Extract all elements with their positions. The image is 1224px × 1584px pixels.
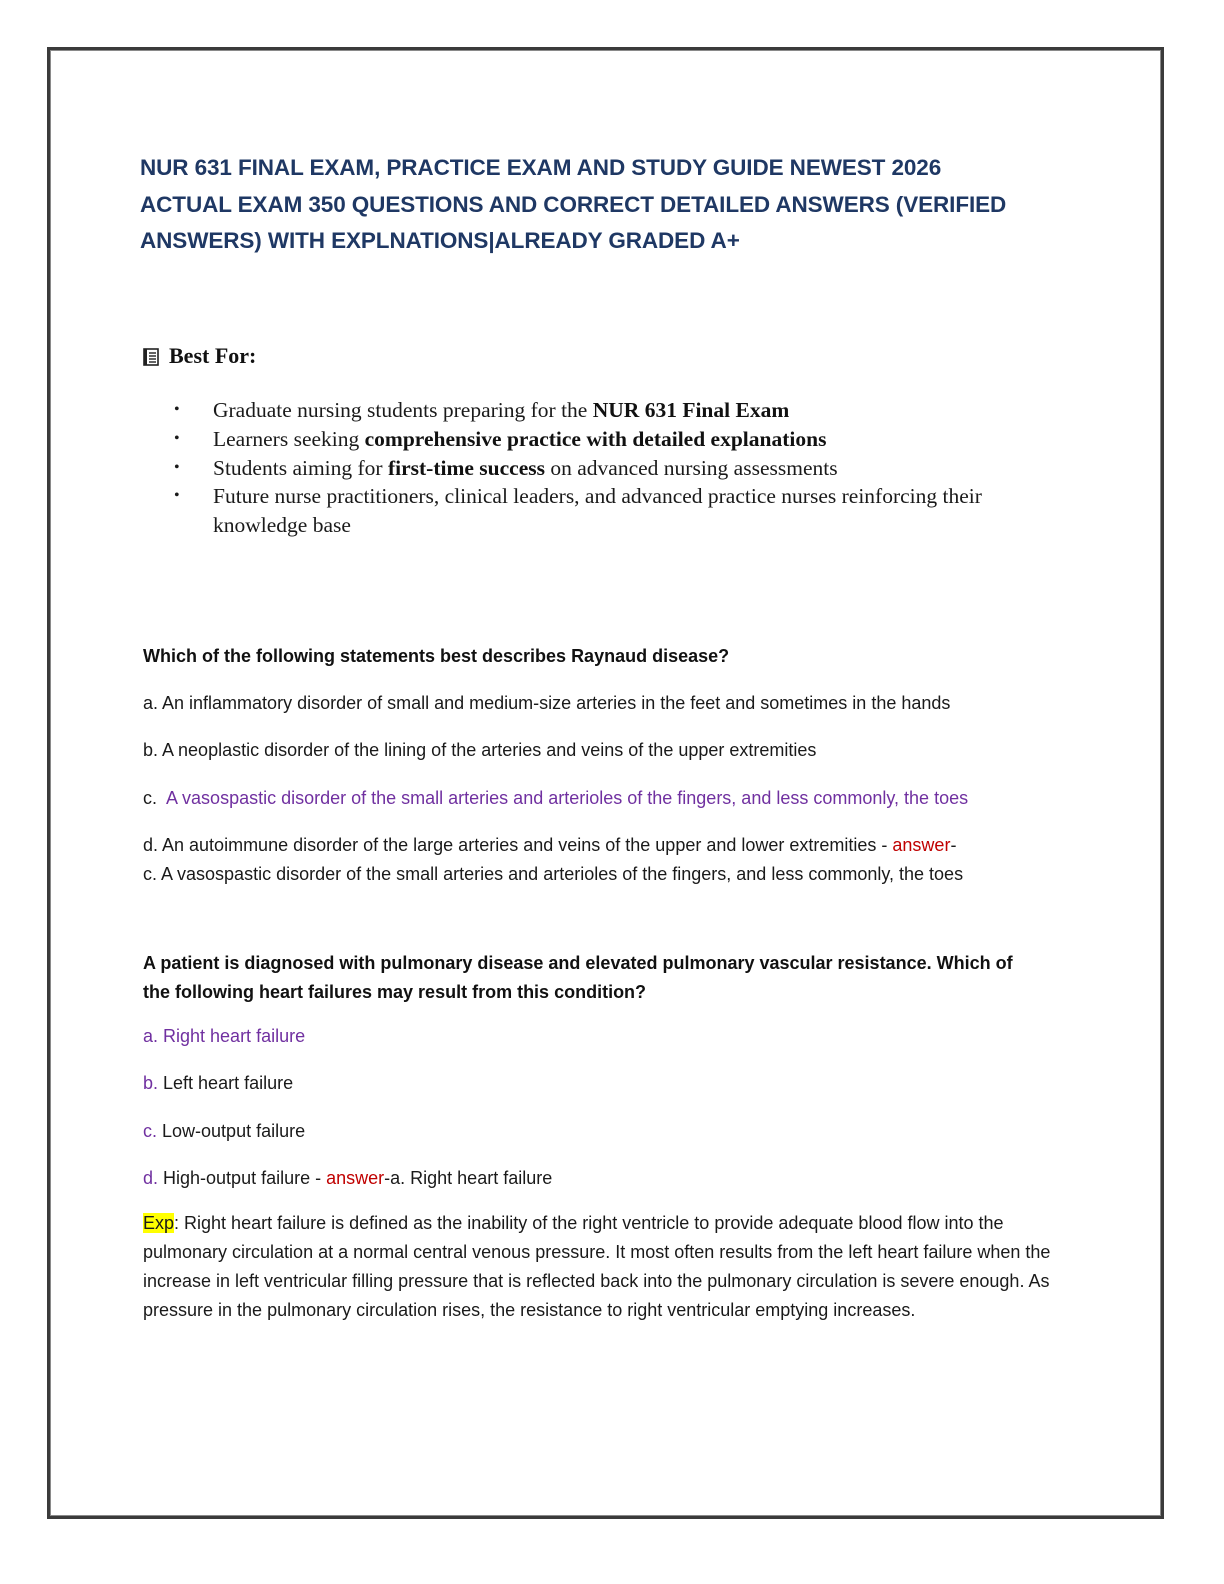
best-for-label: Best For: <box>169 343 257 368</box>
title-line: NUR 631 FINAL EXAM, PRACTICE EXAM AND STUDY GUIDE NEWEST 2026 <box>140 155 942 180</box>
option-text: d. An autoimmune disorder of the large arteries and veins of the upper and lower extremities - <box>143 835 893 855</box>
option-d <box>143 1164 1073 1193</box>
answer-text: -a. Right heart failure <box>384 1168 553 1188</box>
list-item-text: on advanced nursing assessments <box>545 455 838 480</box>
question-prompt <box>143 949 1073 1007</box>
option-a: a. Right heart failure <box>143 1026 306 1046</box>
option-letter: c. <box>143 788 158 808</box>
explanation-text: : Right heart failure is defined as the inability of the right ventricle to provide adequate blood flow into the pulmonary circulation at a normal central venous pressure. It most often results from the left heart failure when the increase in left ventricular filling pressure that is reflected back into the pulmonary circulation is severe enough. As pressure in the pulmonary circulation rises, the resistance to right ventricular emptying increases. <box>143 1213 1051 1320</box>
list-item-bold: NUR 631 Final Exam <box>592 398 790 422</box>
list-item <box>170 425 1070 454</box>
list-item <box>170 396 1070 425</box>
option-text: High-output failure - <box>158 1168 327 1188</box>
answer-label: answer <box>892 835 951 855</box>
title-line: ACTUAL EXAM 350 QUESTIONS AND CORRECT DETAILED ANSWERS (VERIFIED <box>140 191 1007 217</box>
list-item-bold: comprehensive practice with detailed explanations <box>364 426 827 451</box>
prompt-line: A patient is diagnosed with pulmonary disease and elevated pulmonary vascular resistance. Which of <box>143 953 1013 973</box>
bullet-glyph: • <box>174 429 180 447</box>
best-for-heading <box>143 341 256 371</box>
option-c <box>143 1117 1073 1146</box>
option-b: b. A neoplastic disorder of the lining of the arteries and veins of the upper extremities <box>143 740 817 760</box>
option-text: Left heart failure <box>158 1073 294 1093</box>
bullet-glyph: • <box>174 458 180 476</box>
option-letter: d. <box>143 1168 159 1188</box>
option-d <box>143 831 1073 860</box>
answer-label: answer <box>326 1168 385 1188</box>
option-text: Low-output failure <box>157 1121 306 1141</box>
bullet-glyph: • <box>174 487 180 505</box>
option-c <box>143 784 1073 813</box>
answer-text: c. A vasospastic disorder of the small arteries and arterioles of the fingers, and less commonly, the toes <box>143 864 964 884</box>
prompt-line: the following heart failures may result from this condition? <box>143 982 647 1002</box>
option-letter: b. <box>143 1073 159 1093</box>
option-a: a. An inflammatory disorder of small and medium-size arteries in the feet and sometimes in the hands <box>143 693 951 713</box>
list-item-bold: first-time success <box>387 455 545 480</box>
book-icon <box>143 348 160 367</box>
document-title <box>140 150 1060 260</box>
correct-option-text: A vasospastic disorder of the small arteries and arterioles of the fingers, and less commonly, the toes <box>166 788 969 808</box>
explanation-label: Exp <box>143 1213 175 1233</box>
answer-separator: - <box>950 835 957 855</box>
option-b <box>143 1069 1073 1098</box>
list-item-text: Graduate nursing students preparing for the <box>213 398 593 422</box>
list-item-text: Students aiming for <box>213 455 388 480</box>
option-letter: c. <box>143 1121 158 1141</box>
list-item <box>170 482 1070 540</box>
bullet-glyph: • <box>174 401 180 418</box>
title-line: ANSWERS) WITH EXPLNATIONS|ALREADY GRADED A+ <box>140 228 740 253</box>
list-item <box>170 454 1070 483</box>
best-for-list <box>170 396 1070 540</box>
explanation <box>143 1209 1073 1325</box>
list-item-text: Learners seeking <box>213 426 365 451</box>
question-prompt: Which of the following statements best describes Raynaud disease? <box>143 646 730 666</box>
list-item-text: Future nurse practitioners, clinical leaders, and advanced practice nurses reinforcing their knowledge base <box>213 484 982 538</box>
